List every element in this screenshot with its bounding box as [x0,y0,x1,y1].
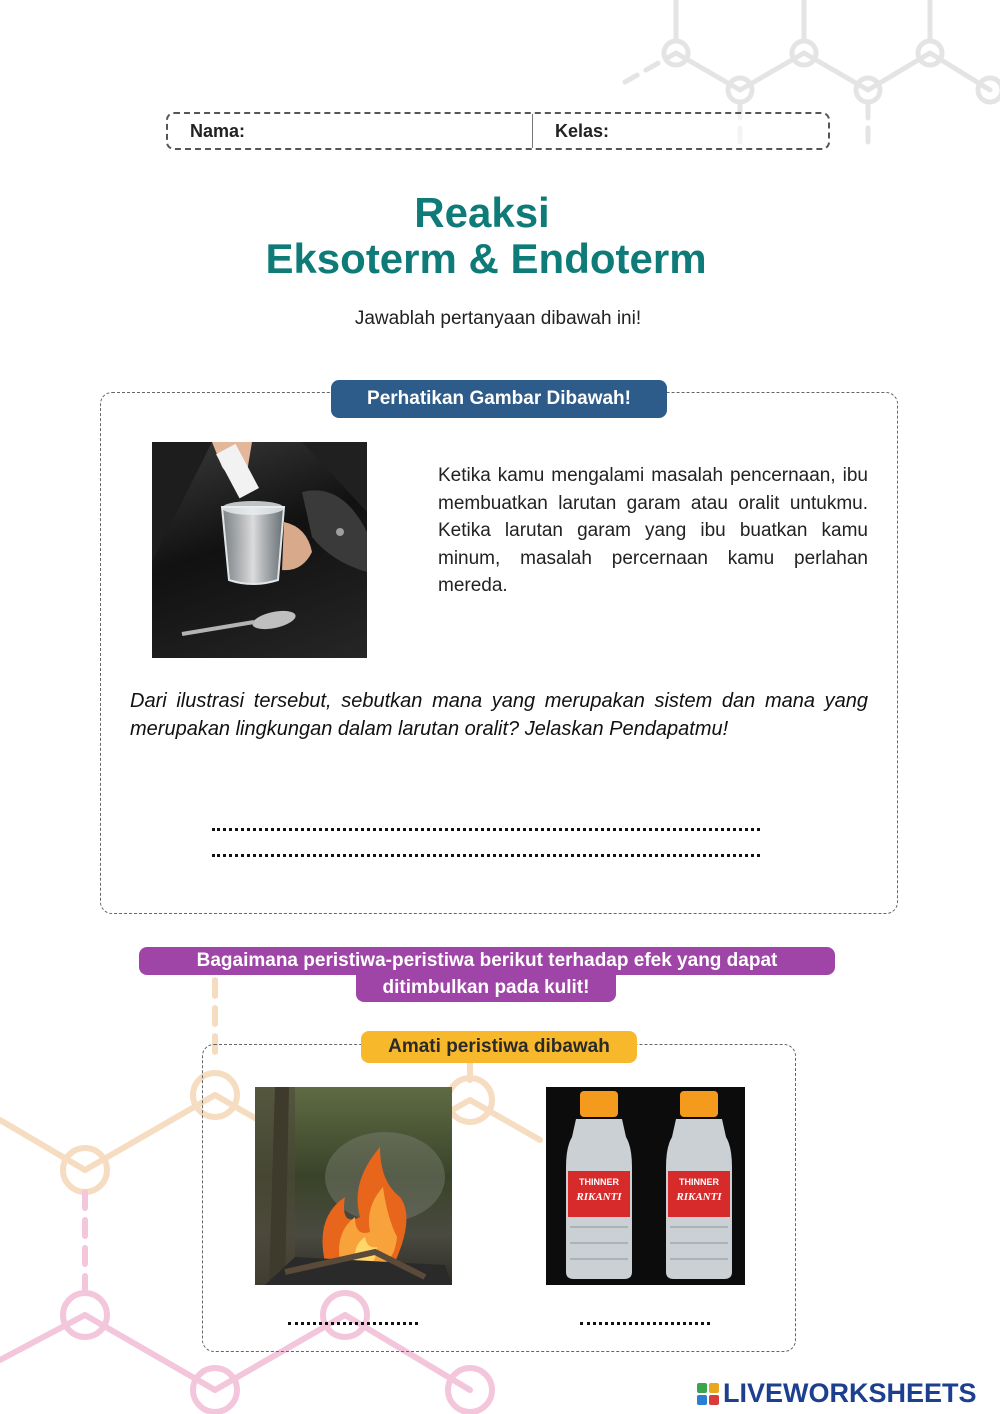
instruction-text: Jawablah pertanyaan dibawah ini! [354,308,642,329]
section2-badge: Amati peristiwa dibawah [361,1031,637,1063]
answer-line-2[interactable] [212,848,760,857]
bottle-brand-1: RIKANTI [576,1191,622,1203]
campfire-photo [255,1087,452,1285]
class-label: Kelas: [554,120,609,141]
student-info-box [166,112,830,150]
page-title-line2: Eksoterm & Endoterm [265,235,707,282]
story-paragraph: Ketika kamu mengalami masalah pencernaan, ibu membuatkan larutan garam atau oralit untukmu. Ketika larutan garam yang ibu buatkan kamu minum, masalah percernaan kamu perlahan mereda. [438,465,868,596]
section2-banner-line2: ditimbulkan pada kulit! [356,974,616,1002]
brand-grid-icon [697,1383,719,1405]
name-label: Nama: [190,120,246,141]
bottle-label-2: THINNER [679,1177,719,1187]
section1-badge: Perhatikan Gambar Dibawah! [331,380,667,418]
name-input[interactable] [253,117,532,145]
bottle-brand-2: RIKANTI [676,1191,722,1203]
bottle-label-1: THINNER [579,1177,619,1187]
oralit-glass-photo [152,442,367,658]
class-input[interactable] [617,117,828,145]
brand-name: LIVEWORKSHEETS [723,1378,977,1408]
name-field-cell [168,114,533,148]
question-text: Dari ilustrasi tersebut, sebutkan mana yang merupakan sistem dan mana yang merupakan lingkungan dalam larutan oralit? Jelaskan Pendapatmu! [130,690,868,740]
class-field-cell [533,114,828,148]
liveworksheets-logo [697,1378,977,1409]
answer-line-1[interactable] [212,822,760,831]
section2-banner-line1: Bagaimana peristiwa-peristiwa berikut terhadap efek yang dapat [139,947,835,975]
thinner-bottles-photo [546,1087,745,1285]
answer-line-fire[interactable] [288,1316,418,1325]
answer-line-thinner[interactable] [580,1316,710,1325]
page-title-line1: Reaksi [414,189,550,236]
